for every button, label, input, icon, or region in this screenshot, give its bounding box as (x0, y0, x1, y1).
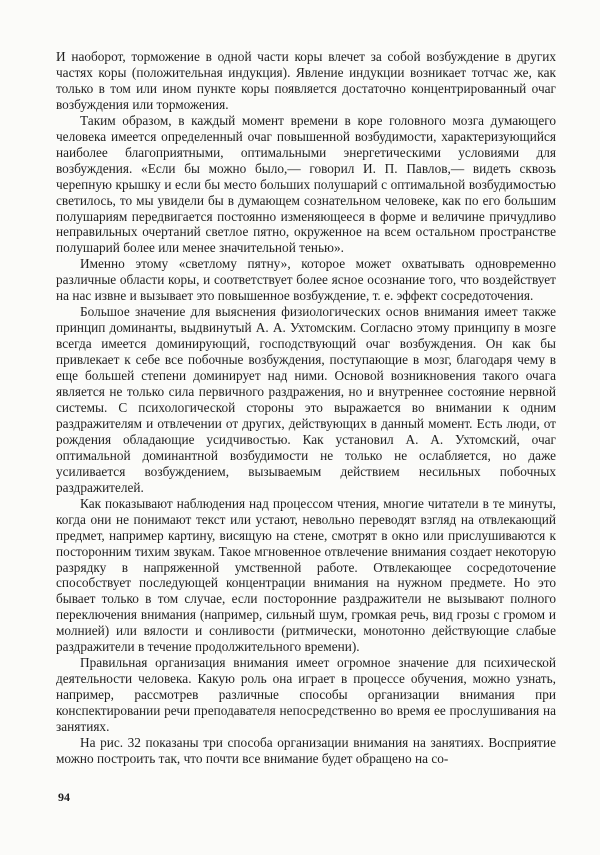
paragraph-1: И наоборот, торможение в одной части коры влечет за собой возбуждение в других частях коры (положительная индукция). Явление индукции возникает тотчас же, как только в том или ином пункте коры появляется достаточно концентрированный очаг возбуждения или торможения. (56, 49, 556, 112)
page-body-text (56, 49, 556, 767)
paragraph-5: Как показывают наблюдения над процессом чтения, многие читатели в те минуты, когда они не понимают текст или устают, невольно переводят взгляд на отвлекающий предмет, например картину, висящую на стене, смотрят в окно или прислушиваются к посторонним тихим звукам. Такое мгновенное отвлечение внимания создает некоторую разрядку в напряженной умственной работе. Отвлекающее сосредоточение способствует последующей концентрации внимания на нужном предмете. Но это бывает только в том случае, если посторонние раздражители не вызывают полного переключения внимания (например, сильный шум, громкая речь, вид грозы с громом и молнией) или вялости и сонливости (ритмически, монотонно действующие слабые раздражители в течение продолжительного времени). (56, 495, 556, 655)
paragraph-6: Правильная организация внимания имеет огромное значение для психической деятельности человека. Какую роль она играет в процессе обучения, можно узнать, например, рассмотрев различные способы организации внимания при конспектировании речи преподавателя непосредственно во время ее прослушивания на занятиях. (56, 655, 556, 735)
paragraph-3: Именно этому «светлому пятну», которое может охватывать одновременно различные области коры, и соответствует более ясное осознание того, что воздействует на нас извне и вызывает это повышенное возбуждение, т. е. эффект сосредоточения. (56, 256, 556, 304)
paragraph-7: На рис. 32 показаны три способа организации внимания на занятиях. Восприятие можно построить так, что почти все внимание будет обращено на со- (56, 734, 556, 766)
paragraph-2: Таким образом, в каждый момент времени в коре головного мозга думающего человека имеется определенный очаг повышенной возбудимости, характеризующийся наиболее благоприятными, оптимальными энергетическими условиями для возбуждения. «Если бы можно было,— говорил И. П. Павлов,— видеть сквозь черепную крышку и если бы место больших полушарий с оптимальной возбудимостью светилось, то мы увидели бы в думающем сознательном человеке, как по его большим полушариям передвигается постоянно изменяющееся в форме и величине причудливо неправильных очертаний светлое пятно, окруженное на всем остальном пространстве полушарий более или менее значительной тенью». (56, 112, 556, 256)
page-number: 94 (58, 790, 70, 804)
paragraph-4: Большое значение для выяснения физиологических основ внимания имеет также принцип доминанты, выдвинутый А. А. Ухтомским. Согласно этому принципу в мозге всегда имеется доминирующий, господствующий очаг возбуждения. Он как бы привлекает к себе все побочные возбуждения, поступающие в мозг, благодаря чему в еще большей степени доминирует над ними. Основой возникновения такого очага является не только сила первичного раздражения, но и внутреннее состояние нервной системы. С психологической стороны это выражается во внимании к одним раздражителям и отвлечении от других, действующих в данный момент. Есть люди, от рождения обладающие усидчивостью. Как установил А. А. Ухтомский, очаг оптимальной доминантной возбудимости не только не ослабляется, но даже усиливается возбуждением, вызываемым действием несильных побочных раздражителей. (56, 304, 556, 495)
